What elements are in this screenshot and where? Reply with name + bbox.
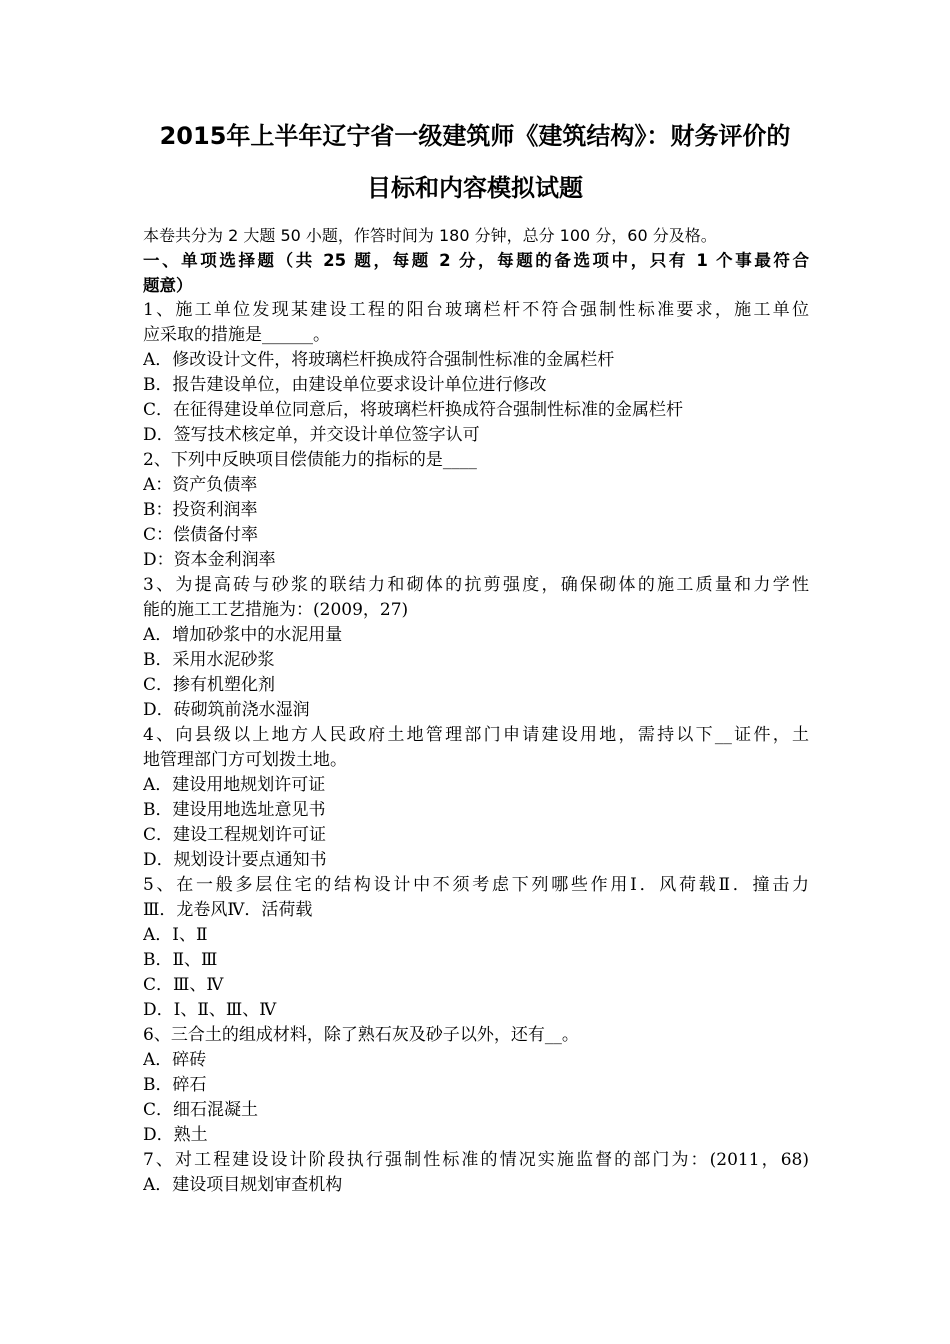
question-option: D．规划设计要点通知书 (143, 850, 327, 870)
question-option: A．建设项目规划审查机构 (143, 1175, 343, 1195)
question-option: B．报告建设单位，由建设单位要求设计单位进行修改 (143, 375, 547, 395)
question-1 (143, 298, 809, 448)
question-option: B．建设用地选址意见书 (143, 800, 326, 820)
question-option: B．Ⅱ、Ⅲ (143, 950, 218, 970)
question-option: B．碎石 (143, 1075, 207, 1095)
section-heading-line2: 题意） (143, 276, 193, 295)
question-stem: 5、在一般多层住宅的结构设计中不须考虑下列哪些作用Ⅰ．风荷载Ⅱ．撞击力 (143, 875, 809, 895)
question-stem: 3、为提高砖与砂浆的联结力和砌体的抗剪强度，确保砌体的施工质量和力学性 (143, 575, 809, 595)
question-stem: 1、施工单位发现某建设工程的阳台玻璃栏杆不符合强制性标准要求，施工单位 (143, 300, 809, 320)
question-option: C．掺有机塑化剂 (143, 675, 276, 695)
question-option: D：资本金利润率 (143, 550, 276, 570)
question-6 (143, 1023, 809, 1148)
question-option: A．建设用地规划许可证 (143, 775, 326, 795)
document-title-line1: 2015年上半年辽宁省一级建筑师《建筑结构》：财务评价的 (159, 122, 791, 150)
question-option: D．Ⅰ、Ⅱ、Ⅲ、Ⅳ (143, 1000, 277, 1020)
question-option: D．砖砌筑前浇水湿润 (143, 700, 310, 720)
question-option: D．熟土 (143, 1125, 208, 1145)
question-option: A．增加砂浆中的水泥用量 (143, 625, 343, 645)
question-stem: Ⅲ．龙卷风Ⅳ．活荷载 (143, 900, 313, 920)
question-option: C．细石混凝土 (143, 1100, 259, 1120)
question-stem: 4、向县级以上地方人民政府土地管理部门申请建设用地，需持以下__证件，土 (143, 725, 809, 745)
exam-intro: 本卷共分为 2 大题 50 小题，作答时间为 180 分钟，总分 100 分，60 分及格。 (143, 226, 717, 245)
question-option: A．碎砖 (143, 1050, 207, 1070)
question-option: A：资产负债率 (143, 475, 258, 495)
question-option: A．Ⅰ、Ⅱ (143, 925, 208, 945)
section-heading-line1: 一、单项选择题（共 25 题，每题 2 分，每题的备选项中，只有 1 个事最符合 (143, 251, 809, 270)
question-stem: 能的施工工艺措施为：(2009，27) (143, 600, 409, 620)
document-title-line2: 目标和内容模拟试题 (367, 174, 583, 202)
question-7 (143, 1148, 809, 1198)
question-option: D．签写技术核定单，并交设计单位签字认可 (143, 425, 480, 445)
question-option: B：投资利润率 (143, 500, 258, 520)
question-5 (143, 873, 809, 1023)
question-option: C．在征得建设单位同意后，将玻璃栏杆换成符合强制性标准的金属栏杆 (143, 400, 684, 420)
question-stem: 应采取的措施是______。 (143, 325, 330, 345)
document-body (143, 223, 809, 1198)
question-2 (143, 448, 809, 573)
question-stem: 7、对工程建设设计阶段执行强制性标准的情况实施监督的部门为：(2011，68) (143, 1150, 809, 1170)
question-4 (143, 723, 809, 873)
question-option: C．建设工程规划许可证 (143, 825, 327, 845)
question-stem: 地管理部门方可划拨土地。 (143, 750, 347, 770)
question-stem: 6、三合土的组成材料，除了熟石灰及砂子以外，还有__。 (143, 1025, 579, 1045)
question-option: C．Ⅲ、Ⅳ (143, 975, 224, 995)
question-option: A．修改设计文件，将玻璃栏杆换成符合强制性标准的金属栏杆 (143, 350, 615, 370)
question-option: B．采用水泥砂浆 (143, 650, 275, 670)
question-stem: 2、下列中反映项目偿债能力的指标的是____ (143, 450, 477, 470)
question-3 (143, 573, 809, 723)
question-option: C：偿债备付率 (143, 525, 259, 545)
